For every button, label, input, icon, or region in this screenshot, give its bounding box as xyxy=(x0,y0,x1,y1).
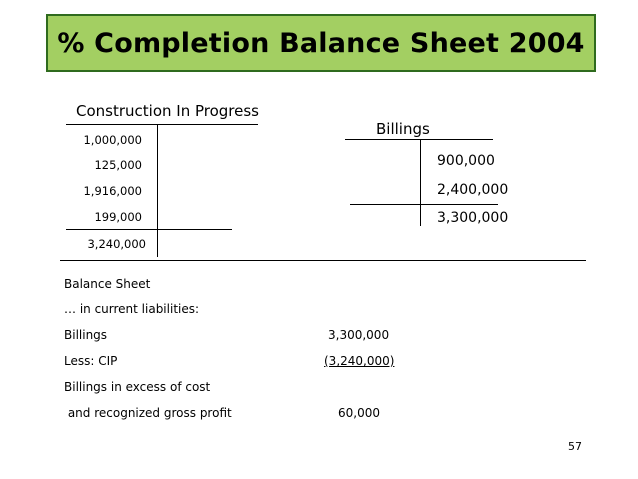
cip-value: 199,000 xyxy=(94,210,142,224)
cip-vertical-rule xyxy=(157,124,158,257)
cip-value: 125,000 xyxy=(94,158,142,172)
slide-title: % Completion Balance Sheet 2004 xyxy=(57,27,585,59)
billings-value: 2,400,000 xyxy=(437,182,509,198)
billings-value: 900,000 xyxy=(437,153,495,169)
cip-total-value: 3,240,000 xyxy=(87,237,146,251)
billings-total-rule xyxy=(350,204,498,205)
cip-top-rule xyxy=(66,124,258,125)
balance-row-value: 60,000 xyxy=(338,406,380,420)
balance-row-value: (3,240,000) xyxy=(324,354,395,368)
balance-row-label: Less: CIP xyxy=(64,354,118,368)
cip-value: 1,000,000 xyxy=(83,133,142,147)
billings-top-rule xyxy=(345,139,493,140)
balance-sheet-heading: Balance Sheet xyxy=(64,277,151,291)
cip-value: 1,916,000 xyxy=(83,184,142,198)
billings-vertical-rule xyxy=(420,139,421,226)
balance-row-value: 3,300,000 xyxy=(328,328,390,342)
balance-sheet-subheading: … in current liabilities: xyxy=(64,302,200,316)
billings-total-value: 3,300,000 xyxy=(437,210,509,226)
balance-row-label: and recognized gross profit xyxy=(64,406,232,420)
balance-row-label: Billings in excess of cost xyxy=(64,380,211,394)
title-box xyxy=(46,14,596,72)
cip-account-label: Construction In Progress xyxy=(76,102,259,120)
billings-account-label: Billings xyxy=(376,120,430,138)
balance-row-label: Billings xyxy=(64,328,108,342)
cip-total-rule xyxy=(66,229,232,230)
page-number: 57 xyxy=(568,440,582,453)
section-divider xyxy=(60,260,586,261)
